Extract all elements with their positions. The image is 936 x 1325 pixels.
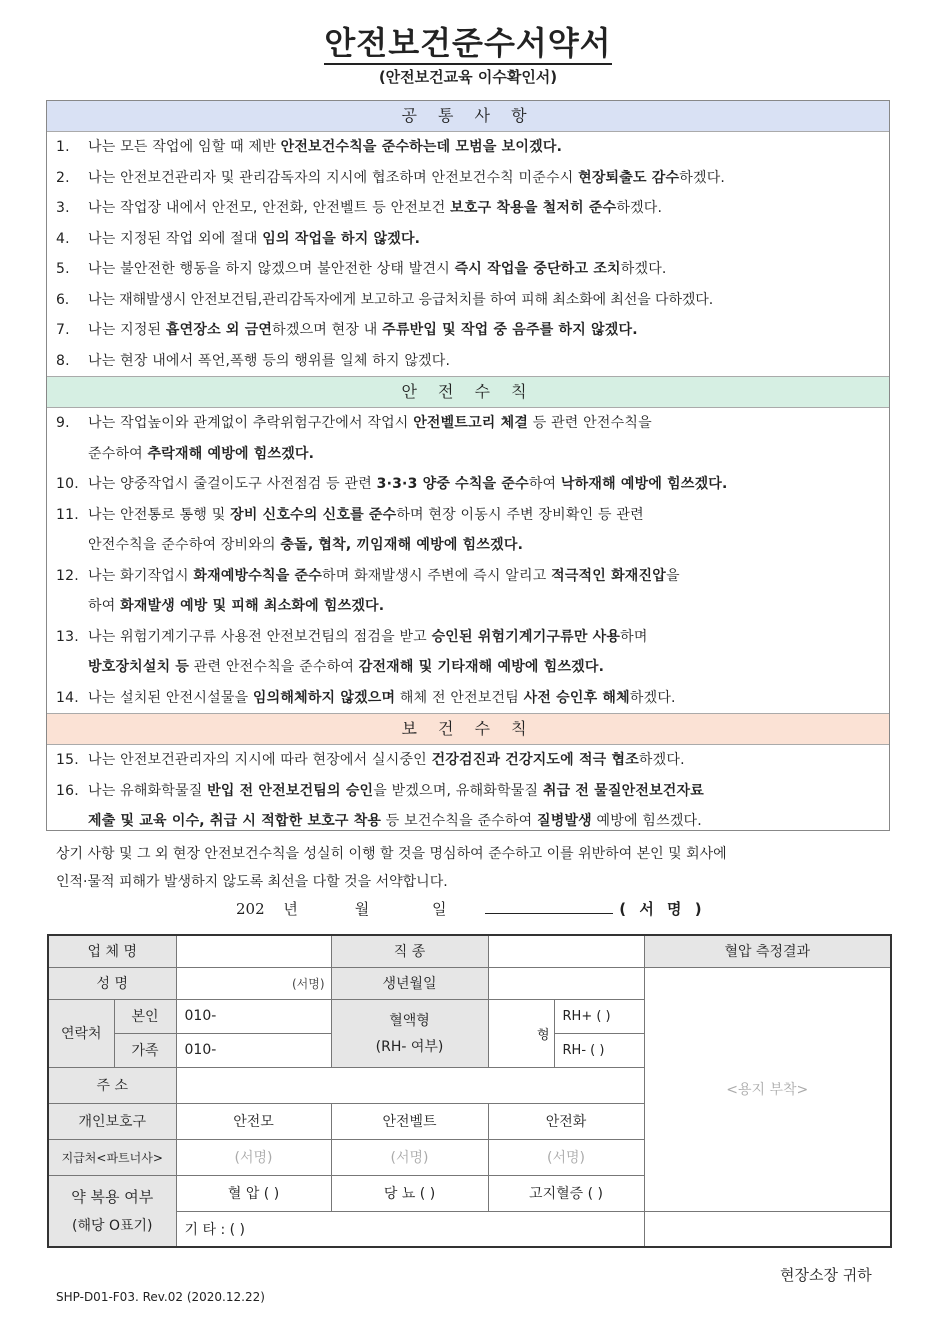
address-field[interactable]	[176, 1067, 644, 1103]
month-label: 월	[354, 900, 370, 918]
signature-line[interactable]	[485, 899, 613, 914]
section-health: 보 건 수 칙	[47, 713, 889, 745]
ppe-label: 개인보호구	[48, 1103, 176, 1139]
self-label: 본인	[114, 999, 176, 1033]
address-label: 주 소	[48, 1067, 176, 1103]
rh-minus-field[interactable]: RH- ( )	[554, 1033, 644, 1067]
rule-item: 16. 나는 유해화학물질 반입 전 안전보건팀의 승인을 받겠으며, 유해화학물질 취급 전 물질안전보건자료	[56, 782, 704, 799]
rule-item-continued: 하여 화재발생 예방 및 피해 최소화에 힘쓰겠다.	[88, 598, 385, 614]
personal-info-table	[47, 934, 892, 1248]
job-field[interactable]	[488, 935, 644, 967]
helmet-sign-field[interactable]: (서명)	[176, 1139, 331, 1175]
rule-item: 8. 나는 현장 내에서 폭언,폭행 등의 행위를 일체 하지 않겠다.	[56, 352, 451, 369]
belt-sign-field[interactable]: (서명)	[331, 1139, 488, 1175]
medication-label: 약 복용 여부 (해당 O표기)	[48, 1175, 176, 1247]
rh-plus-field[interactable]: RH+ ( )	[554, 999, 644, 1033]
year-field[interactable]: 202	[236, 900, 265, 918]
family-label: 가족	[114, 1033, 176, 1067]
company-field[interactable]	[176, 935, 331, 967]
rule-item: 9. 나는 작업높이와 관계없이 추락위험구간에서 작업시 안전벨트고리 체결 등 관련 안전수칙을	[56, 415, 652, 431]
rule-item: 14. 나는 설치된 안전시설물을 임의해체하지 않겠으며 해체 전 안전보건팀 사전 승인후 해체하겠다.	[56, 689, 676, 706]
lipid-option[interactable]: 고지혈증 ( )	[488, 1175, 644, 1211]
other-option[interactable]: 기 타 : ( )	[176, 1211, 644, 1247]
rule-item: 11. 나는 안전통로 통행 및 장비 신호수의 신호를 준수하며 현장 이동시 주변 장비확인 등 관련	[56, 506, 644, 523]
rule-item: 3. 나는 작업장 내에서 안전모, 안전화, 안전벨트 등 안전보건 보호구 착용을 철저히 준수하겠다.	[56, 200, 663, 216]
rule-item-continued: 준수하여 추락재해 예방에 힘쓰겠다.	[88, 445, 315, 462]
page-title: 안전보건준수서약서	[0, 18, 936, 64]
name-field[interactable]: (서명)	[176, 967, 331, 999]
rule-item: 4. 나는 지정된 작업 외에 절대 임의 작업을 하지 않겠다.	[56, 230, 421, 247]
rule-item-continued: 안전수칙을 준수하여 장비와의 충돌, 협착, 끼임재해 예방에 힘쓰겠다.	[88, 537, 524, 553]
blood-type-field[interactable]: 형	[488, 999, 554, 1067]
rule-item: 7. 나는 지정된 흡연장소 외 금연하겠으며 현장 내 주류반입 및 작업 중 음주를 하지 않겠다.	[56, 322, 638, 338]
rule-item: 10. 나는 양중작업시 줄걸이도구 사전점검 등 관련 3·3·3 양중 수칙을 준수하여 낙하재해 예방에 힘쓰겠다.	[56, 476, 728, 492]
addressee: 현장소장 귀하	[780, 1266, 872, 1284]
day-label: 일	[431, 900, 447, 918]
blood-type-label: 혈액형 (RH- 여부)	[331, 999, 488, 1067]
shoes-sign-field[interactable]: (서명)	[488, 1139, 644, 1175]
family-phone-field[interactable]: 010-	[176, 1033, 331, 1067]
rule-item: 12. 나는 화기작업시 화재예방수칙을 준수하며 화재발생시 주변에 즉시 알리고 적극적인 화재진압을	[56, 567, 680, 584]
belt-label: 안전벨트	[331, 1103, 488, 1139]
company-label: 업 체 명	[48, 935, 176, 967]
bp-photo-area[interactable]: <용지 부착>	[644, 967, 891, 1211]
rules-box	[46, 100, 890, 831]
bp-option[interactable]: 혈 압 ( )	[176, 1175, 331, 1211]
rule-item: 2. 나는 안전보건관리자 및 관리감독자의 지시에 협조하며 안전보건수칙 미준수시 현장퇴출도 감수하겠다.	[56, 169, 726, 186]
supplier-label: 지급처<파트너사>	[48, 1139, 176, 1175]
rule-item: 15. 나는 안전보건관리자의 지시에 따라 현장에서 실시중인 건강검진과 건강지도에 적극 협조하겠다.	[56, 752, 685, 768]
helmet-label: 안전모	[176, 1103, 331, 1139]
rule-item: 13. 나는 위험기계기구류 사용전 안전보건팀의 점검을 받고 승인된 위험기계기구류만 사용하며	[56, 628, 648, 645]
job-label: 직 종	[331, 935, 488, 967]
signature-label: ( 서 명 )	[619, 900, 706, 918]
rule-item: 5. 나는 불안전한 행동을 하지 않겠으며 불안전한 상태 발견시 즉시 작업을 중단하고 조치하겠다.	[56, 261, 667, 277]
name-label: 성 명	[48, 967, 176, 999]
page-subtitle: (안전보건교육 이수확인서)	[378, 68, 558, 86]
contact-label: 연락처	[48, 999, 114, 1067]
section-safety: 안 전 수 칙	[47, 376, 889, 408]
rule-item-continued: 방호장치설치 등 관련 안전수칙을 준수하여 감전재해 및 기타재해 예방에 힘쓰겠다.	[88, 659, 605, 675]
diabetes-option[interactable]: 당 뇨 ( )	[331, 1175, 488, 1211]
shoes-label: 안전화	[488, 1103, 644, 1139]
form-code: SHP-D01-F03. Rev.02 (2020.12.22)	[56, 1290, 265, 1304]
bp-result-label: 혈압 측정결과	[644, 935, 891, 967]
rule-item: 6. 나는 재해발생시 안전보건팀,관리감독자에게 보고하고 응급처치를 하여 피해 최소화에 최선을 다하겠다.	[56, 291, 714, 308]
self-phone-field[interactable]: 010-	[176, 999, 331, 1033]
birth-label: 생년월일	[331, 967, 488, 999]
rule-item: 1. 나는 모든 작업에 임할 때 제반 안전보건수칙을 준수하는데 모범을 보이겠다.	[56, 139, 563, 155]
section-common: 공 통 사 항	[47, 101, 889, 132]
date-signature-line: 202 년 월 일 ( 서 명 )	[236, 900, 706, 918]
birth-field[interactable]	[488, 967, 644, 999]
pledge-text: 상기 사항 및 그 외 현장 안전보건수칙을 성실히 이행 할 것을 명심하여 준수하고 이를 위반하여 본인 및 회사에 인적·물적 피해가 발생하지 않도록 최선을 다할 것을 서약합니다.	[56, 846, 727, 890]
rule-item-continued: 제출 및 교육 이수, 취급 시 적합한 보호구 착용 등 보건수칙을 준수하여 질병발생 예방에 힘쓰겠다.	[88, 813, 702, 829]
